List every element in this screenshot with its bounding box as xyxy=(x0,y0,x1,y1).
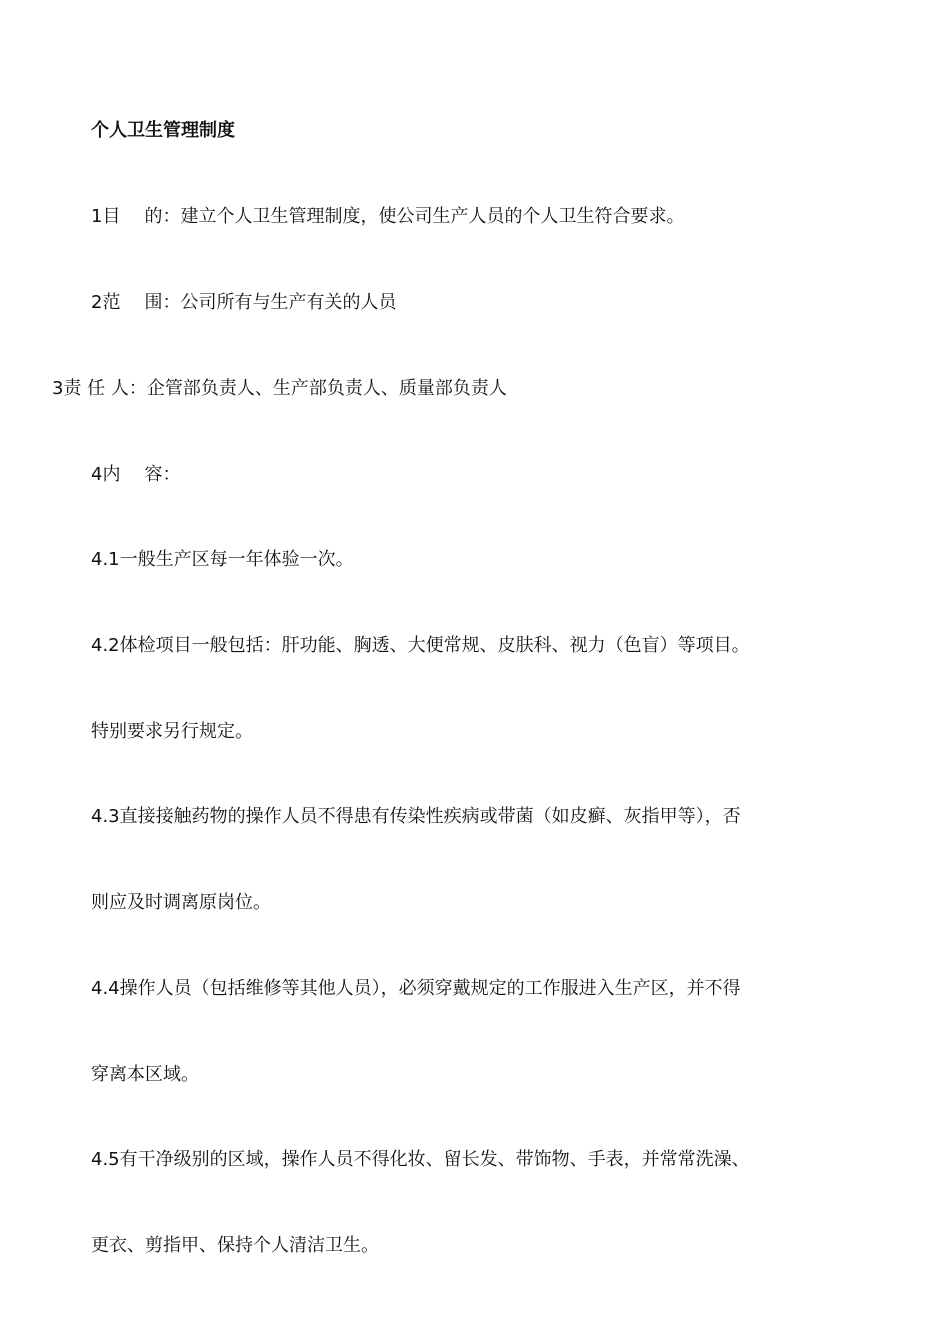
content-item: 特别要求另行规定。 xyxy=(91,721,253,742)
content-heading xyxy=(91,463,180,487)
purpose-label-end: 的： xyxy=(144,206,181,227)
content-item: 4.2体检项目一般包括：肝功能、胸透、大便常规、皮肤科、视力（色盲）等项目。 xyxy=(91,635,750,656)
content-item: 更衣、剪指甲、保持个人清洁卫生。 xyxy=(91,1235,379,1256)
purpose-line xyxy=(91,205,684,229)
responsible-line xyxy=(52,377,507,401)
content-item: 则应及时调离原岗位。 xyxy=(91,892,271,913)
responsible-text: 企管部负责人、生产部负责人、质量部负责人 xyxy=(146,378,507,399)
scope-line xyxy=(91,291,396,315)
purpose-text: 建立个人卫生管理制度，使公司生产人员的个人卫生符合要求。 xyxy=(180,206,685,227)
content-item: 4.1一般生产区每一年体验一次。 xyxy=(91,549,354,570)
content-item: 4.5有干净级别的区域，操作人员不得化妆、留长发、带饰物、手表，并常常洗澡、 xyxy=(91,1149,750,1170)
scope-label-number: 2范 xyxy=(91,292,121,313)
content-label-end: 容： xyxy=(144,464,181,485)
responsible-label: 3责 任 人： xyxy=(52,378,147,399)
document-title: 个人卫生管理制度 xyxy=(91,120,235,141)
content-item: 4.4操作人员（包括维修等其他人员），必须穿戴规定的工作服进入生产区，并不得 xyxy=(91,978,741,999)
content-label-number: 4内 xyxy=(91,464,121,485)
scope-text: 公司所有与生产有关的人员 xyxy=(180,292,397,313)
scope-label-end: 围： xyxy=(144,292,181,313)
content-item: 穿离本区域。 xyxy=(91,1064,199,1085)
content-item: 4.3直接接触药物的操作人员不得患有传染性疾病或带菌（如皮癣、灰指甲等），否 xyxy=(91,806,741,827)
purpose-label-number: 1目 xyxy=(91,206,121,227)
